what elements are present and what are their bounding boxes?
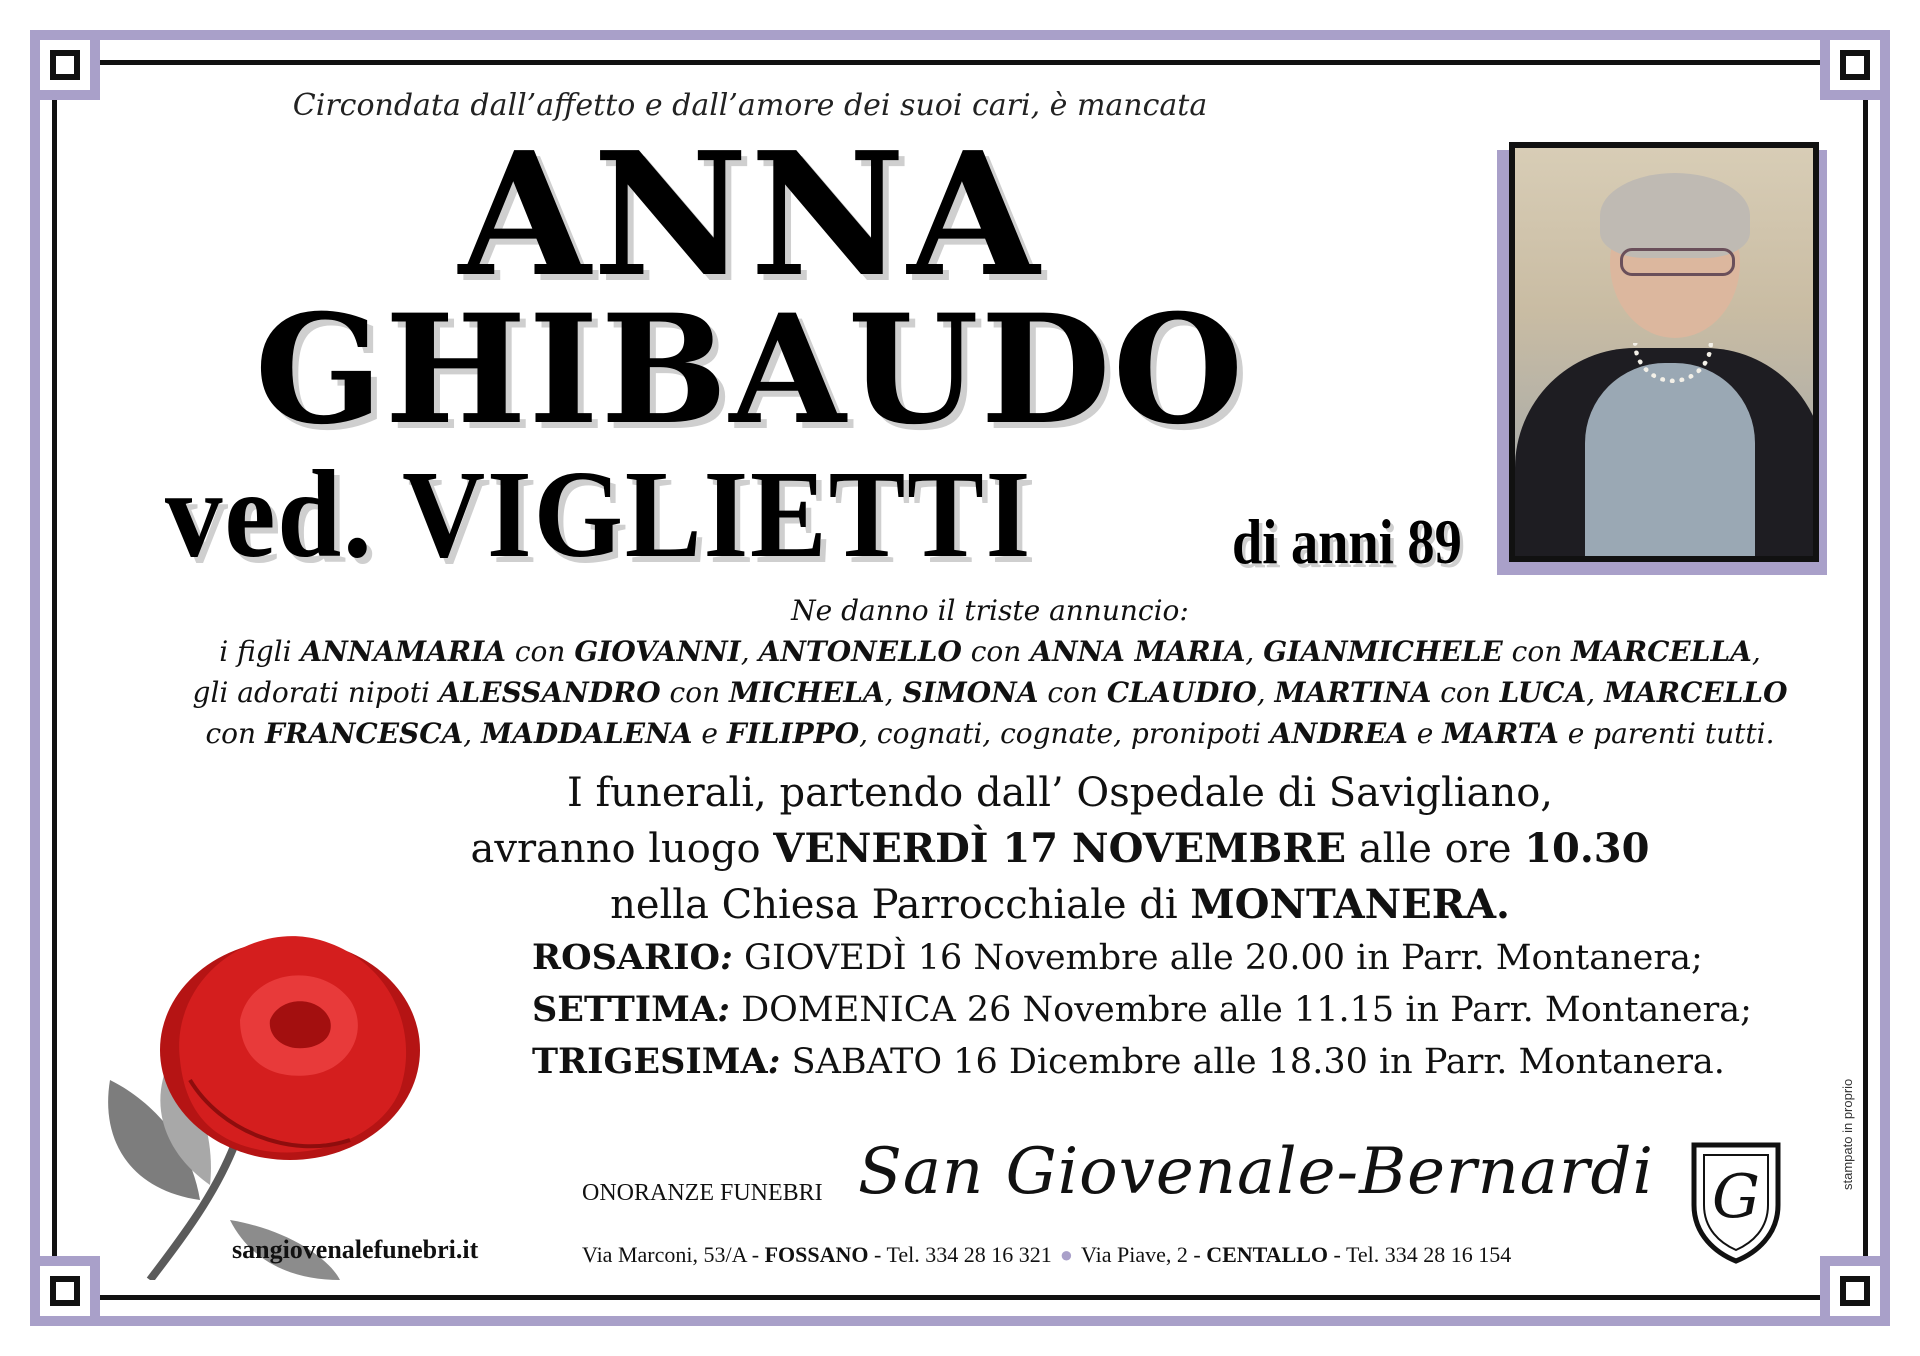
announce-text: e — [692, 717, 727, 750]
address-2-city: CENTALLO — [1206, 1242, 1329, 1267]
person-name: GIANMICHELE — [1263, 635, 1503, 668]
separator-dot-icon: ● — [1059, 1242, 1074, 1267]
rite-trigesima: TRIGESIMA: SABATO 16 Dicembre alle 18.30 in Parr. Montanera. — [532, 1041, 1725, 1082]
announce-text: , — [1256, 676, 1275, 709]
website-link[interactable]: sangiovenalefunebri.it — [232, 1235, 479, 1264]
rite-settima: SETTIMA: DOMENICA 26 Novembre alle 11.15 in Parr. Montanera; — [532, 989, 1752, 1030]
funeral-line-1: I funerali, partendo dall’ Ospedale di Savigliano, — [566, 770, 1554, 816]
corner-top-right — [1820, 30, 1890, 100]
announce-text: , — [1245, 635, 1264, 668]
corner-bottom-right — [1820, 1256, 1890, 1326]
address-2-street: Via Piave, 2 - — [1081, 1242, 1207, 1267]
intro-text: Circondata dall’affetto e dall’amore dei suoi cari, è mancata — [292, 88, 1208, 123]
announce-text: con — [961, 635, 1031, 668]
funeral-line-2-pre: avranno luogo — [470, 826, 774, 872]
footer-addresses — [582, 1242, 1511, 1268]
announce-text: , — [1586, 676, 1605, 709]
age-text: di anni 89 — [1232, 506, 1462, 577]
footer-label: ONORANZE FUNEBRI — [582, 1180, 823, 1206]
person-name: ANTONELLO — [758, 635, 962, 668]
announce-text: con — [1038, 676, 1107, 709]
announce-text: e — [1407, 717, 1443, 750]
announce-text: , — [1751, 635, 1761, 668]
print-note: stampato in proprio — [1840, 1078, 1855, 1190]
funeral-line-3 — [360, 877, 1760, 933]
announce-text: , cognati, cognate, pronipoti — [859, 717, 1270, 750]
shield-logo-icon — [1686, 1135, 1786, 1265]
announce-text: con — [505, 635, 575, 668]
person-name: ANDREA — [1269, 717, 1408, 750]
portrait-photo — [1497, 150, 1827, 575]
rites-list — [532, 932, 1752, 1088]
address-1-phone: - Tel. 334 28 16 321 — [868, 1242, 1052, 1267]
rite-label: ROSARIO — [532, 937, 720, 978]
name-last: GHIBAUDO — [254, 282, 1246, 458]
person-name: MARCELLO — [1604, 676, 1788, 709]
announce-line-1 — [150, 631, 1830, 672]
person-name: LUCA — [1499, 676, 1587, 709]
address-2-phone: - Tel. 334 28 16 154 — [1328, 1242, 1512, 1267]
announcement — [150, 590, 1830, 754]
announce-text: , — [463, 717, 482, 750]
rite-text: GIOVEDÌ 16 Novembre alle 20.00 in Parr. Montanera; — [732, 938, 1703, 978]
announce-text: con — [1502, 635, 1572, 668]
name-first: ANNA — [458, 115, 1042, 315]
announce-text: i figli — [219, 635, 301, 668]
announce-text: e parenti tutti. — [1558, 717, 1775, 750]
announce-line-2 — [150, 672, 1830, 713]
person-name: ALESSANDRO — [438, 676, 661, 709]
funeral-date: VENERDÌ 17 NOVEMBRE — [773, 825, 1347, 872]
person-name: ANNA MARIA — [1030, 635, 1246, 668]
name-married: ved. VIGLIETTI — [165, 446, 1033, 584]
person-name: MADDALENA — [481, 717, 693, 750]
person-name: FILIPPO — [726, 717, 860, 750]
person-name: MARTINA — [1274, 676, 1432, 709]
funeral-line-3-pre: nella Chiesa Parrocchiale di — [610, 882, 1191, 928]
announce-text: , — [884, 676, 903, 709]
person-name: SIMONA — [902, 676, 1039, 709]
rite-text: DOMENICA 26 Novembre alle 11.15 in Parr. Montanera; — [730, 990, 1752, 1030]
person-name: MARTA — [1442, 717, 1559, 750]
funeral-line-2 — [360, 821, 1760, 877]
announce-lead: Ne danno il triste annuncio: — [791, 594, 1189, 627]
funeral-time: 10.30 — [1524, 825, 1650, 872]
funeral-place: MONTANERA. — [1190, 881, 1510, 928]
person-name: FRANCESCA — [264, 717, 464, 750]
funeral-line-2-mid: alle ore — [1346, 826, 1525, 872]
funeral-home-brand: San Giovenale-Bernardi — [858, 1135, 1654, 1209]
funeral-info — [360, 765, 1760, 933]
rite-label: TRIGESIMA — [532, 1041, 768, 1082]
person-name: MARCELLA — [1571, 635, 1752, 668]
address-1-city: FOSSANO — [764, 1242, 869, 1267]
person-name: ANNAMARIA — [300, 635, 506, 668]
rose-image — [90, 900, 430, 1280]
announce-text: , — [740, 635, 759, 668]
announce-text: con — [660, 676, 730, 709]
person-name: CLAUDIO — [1106, 676, 1257, 709]
announce-text: con — [205, 717, 265, 750]
rite-rosario: ROSARIO: GIOVEDÌ 16 Novembre alle 20.00 in Parr. Montanera; — [532, 937, 1703, 978]
announce-text: con — [1431, 676, 1500, 709]
person-name: GIOVANNI — [574, 635, 741, 668]
announce-text: gli adorati nipoti — [192, 676, 439, 709]
shield-letter: G — [1712, 1162, 1760, 1232]
rite-text: SABATO 16 Dicembre alle 18.30 in Parr. Montanera. — [780, 1042, 1725, 1082]
rite-label: SETTIMA — [532, 989, 718, 1030]
person-name: MICHELA — [729, 676, 885, 709]
announce-line-3 — [150, 713, 1830, 754]
address-1-street: Via Marconi, 53/A - — [582, 1242, 765, 1267]
